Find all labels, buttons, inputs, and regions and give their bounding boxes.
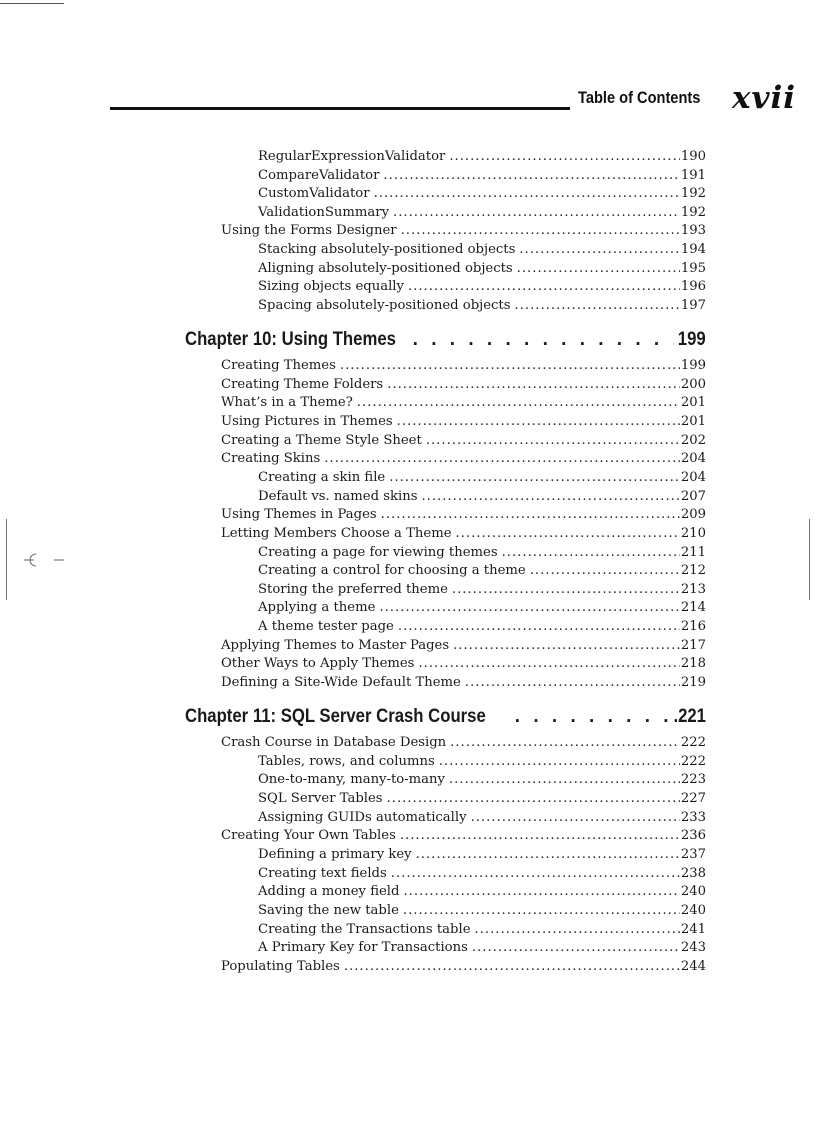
toc-entry-page: 217 (680, 637, 706, 653)
toc-entry[interactable] (221, 827, 706, 845)
toc-entry[interactable] (221, 637, 706, 655)
running-header-title: Table of Contents (578, 88, 701, 107)
toc-entry-title: Applying a theme (258, 600, 376, 616)
dot-leader (505, 705, 669, 729)
crop-mark-right (809, 519, 810, 600)
dot-leader (471, 809, 680, 827)
toc-entry-page: 207 (680, 488, 706, 504)
toc-entry-page: 218 (680, 656, 706, 672)
toc-entry-title: A Primary Key for Transactions (258, 940, 468, 956)
toc-entry-title: Defining a primary key (258, 846, 412, 862)
dot-leader (421, 488, 679, 506)
toc-entry-title: Letting Members Choose a Theme (221, 525, 452, 541)
toc-entry-title: ValidationSummary (258, 204, 390, 220)
toc-entry-page: 244 (680, 958, 706, 974)
toc-entry-page: 204 (680, 469, 706, 485)
toc-entry[interactable] (258, 809, 706, 827)
toc-entry[interactable] (258, 939, 706, 957)
dot-leader (502, 544, 680, 562)
toc-entry[interactable] (258, 260, 706, 278)
toc-entry-title: RegularExpressionValidator (258, 149, 446, 164)
toc-entry[interactable] (258, 488, 706, 506)
dot-leader (449, 148, 680, 166)
dot-leader (374, 185, 680, 203)
crop-mark-top (0, 0, 64, 4)
toc-entry-page: 201 (680, 395, 706, 411)
toc-entry-title: SQL Server Tables (258, 790, 383, 806)
toc-entry-title: Adding a money field (258, 884, 400, 900)
toc-entry-title: Populating Tables (221, 958, 340, 974)
toc-entry-page: 216 (680, 619, 706, 635)
dot-leader (465, 674, 680, 692)
toc-entry[interactable] (258, 790, 706, 808)
dot-leader (383, 167, 679, 185)
toc-entry-title: Assigning GUIDs automatically (258, 809, 467, 825)
toc-entry-page: 240 (680, 902, 706, 918)
toc-entry-page: 192 (680, 186, 706, 202)
toc-entry-title: Applying Themes to Master Pages (221, 637, 450, 653)
toc-entry-title: Using the Forms Designer (221, 223, 397, 239)
toc-entry[interactable] (258, 753, 706, 771)
toc-entry[interactable] (258, 544, 706, 562)
toc-entry-title: Saving the new table (258, 902, 399, 918)
toc-entry-title: Storing the preferred theme (258, 581, 448, 597)
toc-entry-page: 209 (680, 507, 706, 523)
toc-entry-title: Creating Theme Folders (221, 376, 384, 392)
toc-entry[interactable] (221, 450, 706, 468)
toc-entry-page: 233 (680, 809, 706, 825)
toc-entry[interactable] (258, 883, 706, 901)
dot-leader (530, 562, 680, 580)
toc-entry-title: Creating text fields (258, 865, 387, 881)
toc-entry[interactable] (258, 902, 706, 920)
toc-entry[interactable] (258, 581, 706, 599)
toc-entry-page: 222 (680, 753, 706, 769)
dot-leader (357, 394, 680, 412)
dot-leader (403, 883, 679, 901)
toc-entry[interactable] (221, 525, 706, 543)
toc-entry-title: What’s in a Theme? (221, 395, 353, 411)
toc-entry-page: 211 (680, 544, 706, 560)
toc-entry-page: 210 (680, 525, 706, 541)
toc-entry-page: 196 (680, 279, 706, 295)
toc-entry-title: CustomValidator (258, 186, 370, 202)
toc-entry[interactable] (258, 204, 706, 222)
dot-leader (381, 506, 680, 524)
dot-leader (452, 581, 680, 599)
crop-mark-left (6, 519, 7, 600)
toc-entry[interactable] (221, 357, 706, 375)
toc-entry[interactable] (258, 846, 706, 864)
toc-entry-page: 190 (680, 149, 706, 164)
toc-entry-page: 195 (680, 260, 706, 276)
dot-leader (389, 469, 680, 487)
toc-entry[interactable] (258, 297, 706, 315)
toc-entry[interactable] (258, 921, 706, 939)
toc-entry-title: Creating Your Own Tables (221, 828, 396, 844)
dot-leader (416, 846, 680, 864)
toc-entry-page: 214 (680, 600, 706, 616)
dot-leader (403, 902, 680, 920)
toc-entry[interactable] (258, 771, 706, 789)
dot-leader (397, 413, 680, 431)
toc-entry-title: Aligning absolutely-positioned objects (258, 260, 513, 276)
toc-entry-page: 193 (680, 223, 706, 239)
toc-entry-title: One-to-many, many-to-many (258, 772, 445, 788)
toc-entry-page: 202 (680, 432, 706, 448)
toc-entry[interactable] (258, 469, 706, 487)
dot-leader (403, 328, 675, 352)
toc-entry-title: Using Themes in Pages (221, 507, 377, 523)
dot-leader (453, 637, 680, 655)
dot-leader (379, 599, 679, 617)
toc-entry-title: Sizing objects equally (258, 279, 404, 295)
toc-entry[interactable] (221, 674, 706, 692)
toc-entry[interactable] (258, 185, 706, 203)
toc-entry-title: Defining a Site-Wide Default Theme (221, 675, 461, 691)
toc-entry[interactable] (221, 958, 706, 976)
dot-leader (393, 204, 680, 222)
dot-leader (340, 357, 680, 375)
toc-entry-title: Stacking absolutely-positioned objects (258, 242, 516, 257)
toc-entry-page: 194 (680, 242, 706, 257)
dot-leader (426, 432, 680, 450)
toc-entry[interactable] (258, 865, 706, 883)
toc-entry-title: CompareValidator (258, 167, 380, 183)
toc-entry-page: 197 (680, 297, 706, 313)
toc-entry-title: A theme tester page (258, 619, 394, 635)
dot-leader (408, 278, 680, 296)
toc-entry-page: 237 (680, 846, 706, 862)
dot-leader (401, 222, 680, 240)
toc-entry[interactable] (221, 394, 706, 412)
toc-entry[interactable] (258, 167, 706, 185)
dot-leader (450, 734, 680, 752)
dot-leader (387, 790, 680, 808)
toc-entry-title: Creating the Transactions table (258, 921, 471, 937)
chapter-page: 199 (678, 329, 706, 350)
toc-entry[interactable] (221, 413, 706, 431)
toc-entry-page: 223 (680, 772, 706, 788)
toc-entry-title: Using Pictures in Themes (221, 413, 393, 429)
toc-entry[interactable] (258, 148, 706, 166)
chapter-title: Chapter 11: SQL Server Crash Course (185, 706, 486, 727)
toc-entry-page: 191 (680, 167, 706, 183)
dot-leader (387, 376, 680, 394)
toc-entry-page: 204 (680, 451, 706, 467)
toc-entry-page: 243 (680, 940, 706, 956)
dot-leader (418, 655, 679, 673)
toc-entry-page: 201 (680, 413, 706, 429)
toc-entry[interactable] (258, 241, 706, 259)
chapter-title: Chapter 10: Using Themes (185, 329, 396, 350)
dot-leader (456, 525, 680, 543)
toc-entry[interactable] (221, 432, 706, 450)
dot-leader (472, 939, 680, 957)
toc-entry-page: 219 (680, 675, 706, 691)
dot-leader (449, 771, 680, 789)
dot-leader (515, 297, 680, 315)
toc-entry-page: 241 (680, 921, 706, 937)
toc-entry-page: 199 (680, 358, 706, 373)
dot-leader (519, 241, 679, 259)
toc-entry-page: 238 (680, 865, 706, 881)
toc-entry-page: 240 (680, 884, 706, 900)
chapter-10-heading[interactable] (185, 328, 706, 352)
toc-entry-page: 213 (680, 581, 706, 597)
dot-leader (324, 450, 680, 468)
toc-entry-page: 236 (680, 828, 706, 844)
toc-entry-title: Default vs. named skins (258, 488, 418, 504)
toc-entry-title: Crash Course in Database Design (221, 735, 447, 750)
toc-entry-title: Creating a page for viewing themes (258, 544, 498, 560)
toc-entry-page: 192 (680, 204, 706, 220)
toc-entry[interactable] (221, 655, 706, 673)
toc-entry[interactable] (258, 599, 706, 617)
dot-leader (391, 865, 680, 883)
toc-entry-page: 227 (680, 790, 706, 806)
dot-leader (398, 618, 680, 636)
page-folio: xvii (732, 80, 797, 116)
toc-entry[interactable] (221, 506, 706, 524)
dot-leader (344, 958, 680, 976)
toc-entry-page: 222 (680, 735, 706, 750)
dot-leader (400, 827, 680, 845)
dot-leader (517, 260, 680, 278)
toc-entry-title: Spacing absolutely-positioned objects (258, 297, 511, 313)
toc-entry-title: Creating Themes (221, 358, 336, 373)
chapter-page: .221 (673, 706, 706, 727)
toc-entry[interactable] (221, 222, 706, 240)
registration-mark-icon (24, 550, 64, 570)
toc-entry-title: Creating a Theme Style Sheet (221, 432, 422, 448)
toc-entry-title: Creating Skins (221, 451, 321, 467)
toc-entry-page: 200 (680, 376, 706, 392)
toc-entry-title: Tables, rows, and columns (258, 753, 435, 769)
toc-entry[interactable] (258, 278, 706, 296)
chapter-11-heading[interactable] (185, 705, 706, 729)
toc-entry[interactable] (221, 734, 706, 752)
toc-entry[interactable] (258, 562, 706, 580)
header-rule (110, 107, 570, 110)
toc-entry-title: Other Ways to Apply Themes (221, 656, 415, 672)
dot-leader (475, 921, 680, 939)
toc-entry[interactable] (221, 376, 706, 394)
toc-entry[interactable] (258, 618, 706, 636)
dot-leader (439, 753, 680, 771)
toc-entry-title: Creating a skin file (258, 469, 386, 485)
toc-entry-title: Creating a control for choosing a theme (258, 563, 526, 579)
toc-entry-page: 212 (680, 563, 706, 579)
